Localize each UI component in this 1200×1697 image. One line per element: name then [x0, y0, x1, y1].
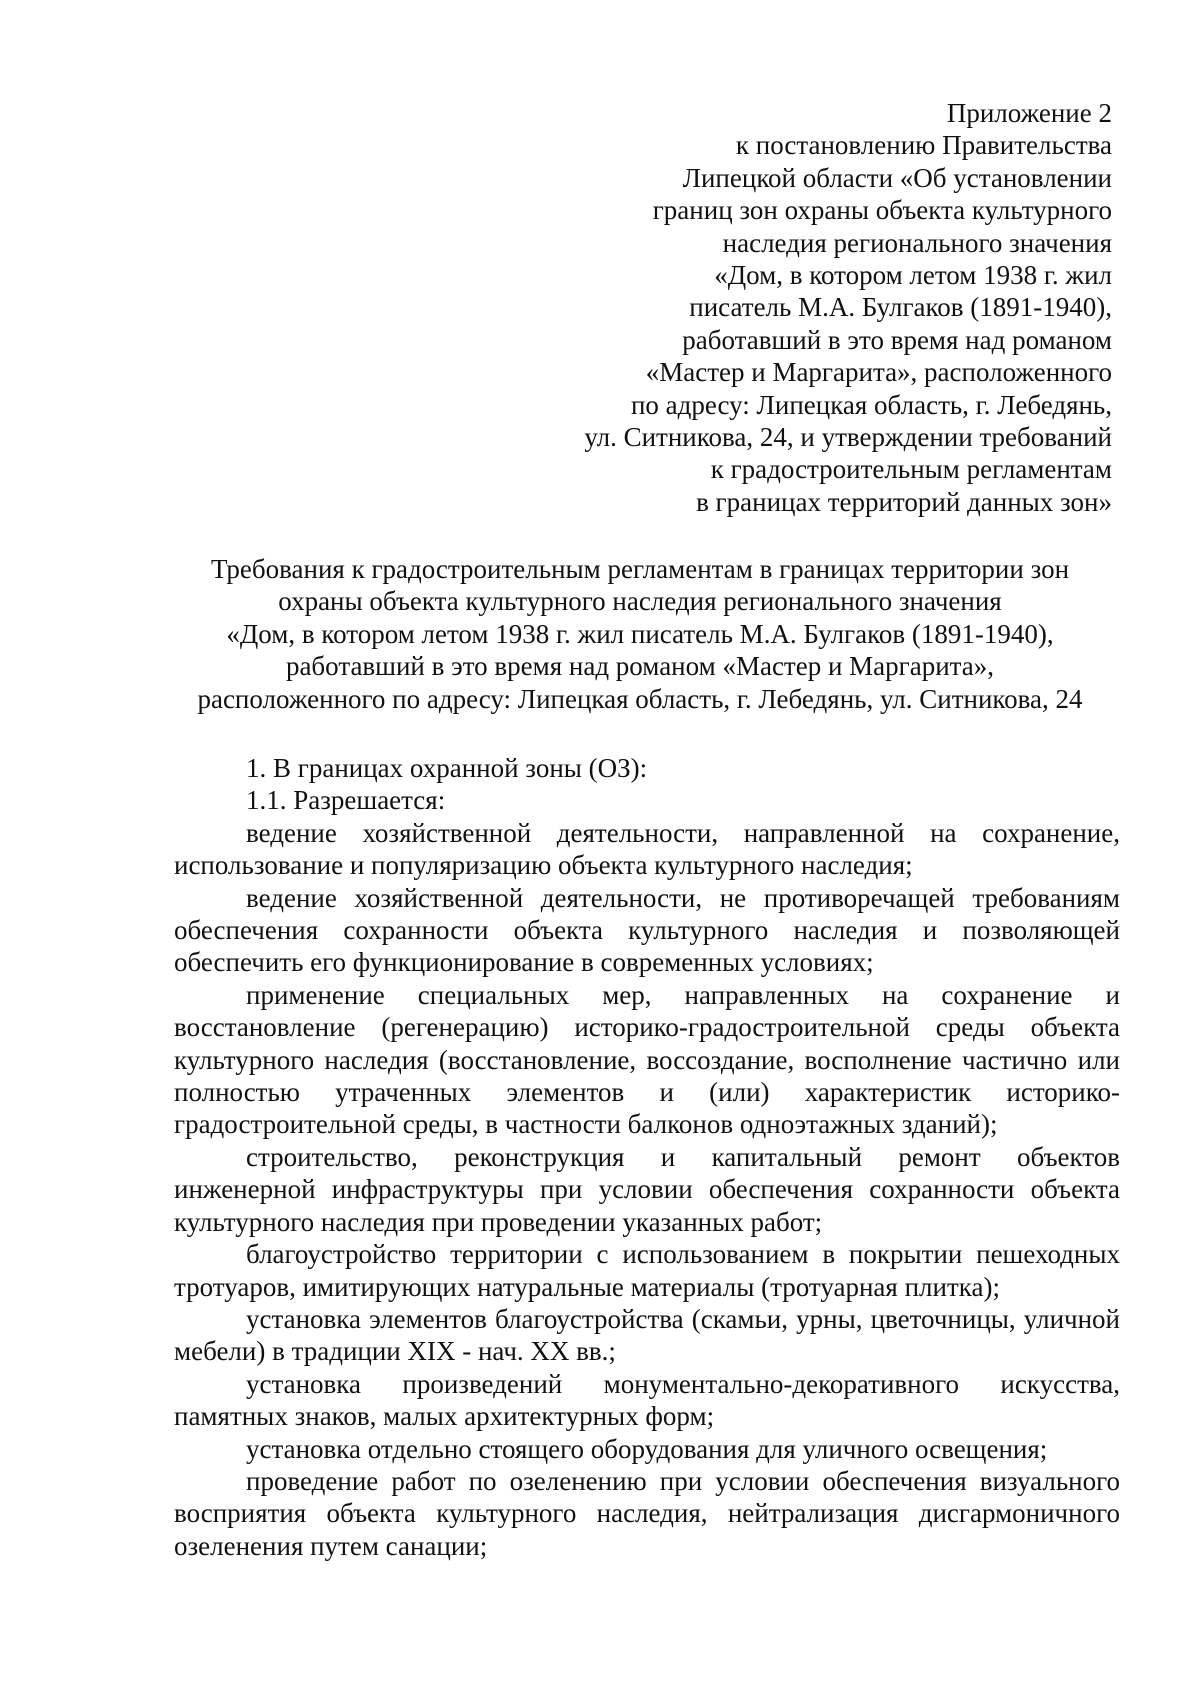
document-title: [160, 553, 1120, 715]
annex-line: «Дом, в котором летом 1938 г. жил: [714, 260, 1112, 291]
annex-line: Липецкой области «Об установлении: [682, 162, 1112, 193]
title-line: «Дом, в котором летом 1938 г. жил писатель М.А. Булгаков (1891-1940),: [226, 618, 1054, 649]
annex-line: работавший в это время над романом: [682, 324, 1112, 355]
body-paragraph: установка произведений монументально-декоративного искусства, памятных знаков, малых архитектурных форм;: [174, 1368, 1120, 1432]
body-paragraph: ведение хозяйственной деятельности, не противоречащей требованиям обеспечения сохранности объекта культурного наследия и позволяющей обеспечить его функционирование в современных условиях;: [174, 882, 1120, 978]
title-line: работавший в это время над романом «Мастер и Маргарита»,: [285, 651, 995, 682]
annex-header: [512, 97, 1112, 518]
title-line: охраны объекта культурного наследия регионального значения: [278, 586, 1002, 617]
annex-line: по адресу: Липецкая область, г. Лебедянь,: [630, 389, 1112, 420]
annex-line: Приложение 2: [946, 98, 1112, 128]
section-heading: 1. В границах охранной зоны (ОЗ):: [246, 753, 648, 783]
body-paragraph: применение специальных мер, направленных на сохранение и восстановление (регенерацию) историко-градостроительной среды объекта культурного наследия (восстановление, воссоздание, восполнение частично или полностью утраченных элементов и (или) характеристик историко-градостроительной среды, в частности балконов одноэтажных зданий);: [174, 979, 1120, 1140]
annex-line: ул. Ситникова, 24, и утверждении требований: [584, 422, 1112, 453]
title-line: расположенного по адресу: Липецкая область, г. Лебедянь, ул. Ситникова, 24: [197, 683, 1083, 714]
annex-line: «Мастер и Маргарита», расположенного: [645, 357, 1112, 388]
annex-line: наследия регионального значения: [722, 227, 1112, 258]
annex-line: к градостроительным регламентам: [710, 454, 1112, 485]
title-line: Требования к градостроительным регламентам в границах территории зон: [210, 554, 1070, 584]
body-paragraph: благоустройство территории с использованием в покрытии пешеходных тротуаров, имитирующих натуральные материалы (тротуарная плитка);: [174, 1239, 1120, 1302]
body-paragraph: установка отдельно стоящего оборудования для уличного освещения;: [246, 1433, 1048, 1464]
document-body: [174, 752, 1120, 1562]
body-paragraph: ведение хозяйственной деятельности, направленной на сохранение, использование и популяризацию объекта культурного наследия;: [174, 817, 1120, 881]
body-paragraph: установка элементов благоустройства (скамьи, урны, цветочницы, уличной мебели) в традиции XIX - нач. XX вв.;: [174, 1303, 1120, 1367]
annex-line: в границах территорий данных зон»: [696, 486, 1112, 517]
body-paragraph: проведение работ по озеленению при условии обеспечения визуального восприятия объекта культурного наследия, нейтрализация дисгармоничного озеленения путем санации;: [174, 1465, 1120, 1561]
subsection-heading: 1.1. Разрешается:: [246, 785, 446, 816]
body-paragraph: строительство, реконструкция и капитальный ремонт объектов инженерной инфраструктуры при условии обеспечения сохранности объекта культурного наследия при проведении указанных работ;: [174, 1141, 1120, 1237]
annex-line: писатель М.А. Булгаков (1891-1940),: [689, 292, 1112, 323]
annex-line: границ зон охраны объекта культурного: [652, 195, 1112, 226]
annex-line: к постановлению Правительства: [735, 130, 1112, 161]
